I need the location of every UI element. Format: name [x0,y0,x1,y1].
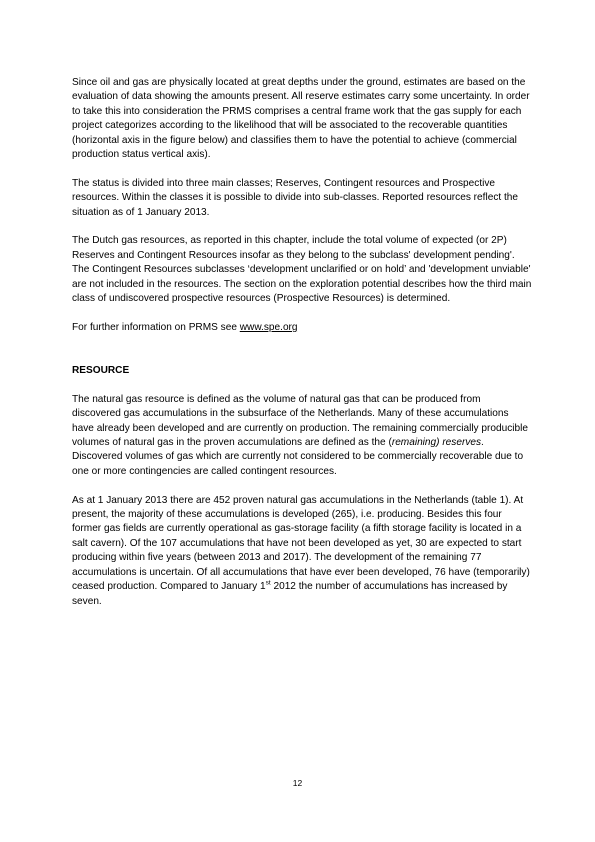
section-spacer [72,350,532,364]
accumulations-text-a: As at 1 January 2013 there are 452 proven natural gas accumulations in the Netherlands (table 1). At present, the majority of these accumulations is developed (265), i.e. producing. Besides this four former gas fields are currently operational as gas-storage facility (a fifth storage facility is located in a salt cavern). Of the 107 accumulations that have not been developed as yet, 30 are expected to start producing within five years (between 2013 and 2017). The development of the remaining 77 accumulations is uncertain. Of all accumulations that have ever been developed, 76 have (temporarily) ceased production. Compared to January 1 [72,494,530,593]
spe-link[interactable]: www.spe.org [239,321,298,333]
further-info-text: For further information on PRMS see [72,321,240,333]
page-number: 12 [292,778,303,788]
section-heading-resource: RESOURCE [72,365,130,377]
paragraph-dutch-resources: The Dutch gas resources, as reported in this chapter, include the total volume of expected (or 2P) Reserves and Contingent Resources insofar as they belong to the subclass' development pending'. The Contingent Resources subclasses ‘development unclarified or on hold’ and 'development unviable' are not included in the resources. The section on the exploration potential describes how the third main class of undiscovered prospective resources (Prospective Resources) is determined. [72,235,532,305]
document-body [72,76,532,623]
paragraph-prms-intro: Since oil and gas are physically located at great depths under the ground, estimates are based on the evaluation of data showing the amounts present. All reserve estimates carry some uncertainty. In order to take this into consideration the PRMS comprises a central frame work that the gas supply for each project categorizes according to the likelihood that will be associated to the recoverable quantities (horizontal axis in the figure below) and classifies them to have the potential to achieve (commercial production status vertical axis). [72,77,530,161]
ordinal-superscript: st [265,579,271,587]
resource-def-text-b: . Discovered volumes of gas which are currently not considered to be commercially recoverable due to one or more contingencies are called contingent resources. [72,437,524,477]
paragraph-resource-definition [72,393,532,479]
remaining-reserves-italic: remaining) reserves [391,437,482,449]
accumulations-text-b: 2012 the number of accumulations has increased by seven. [72,581,508,607]
paragraph-status-classes: The status is divided into three main classes; Reserves, Contingent resources and Prospective resources. Within the classes it is possible to divide into sub-classes. Reported resources reflect the situation as of 1 January 2013. [72,177,519,218]
paragraph-further-info [72,321,532,335]
resource-def-text-a: The natural gas resource is defined as the volume of natural gas that can be produced from discovered gas accumulations in the subsurface of the Netherlands. Many of these accumulations have already been developed and are currently on production. The remaining commercially producible volumes of natural gas in the proven accumulations are defined as the ( [72,393,528,449]
paragraph-accumulations [72,494,532,609]
